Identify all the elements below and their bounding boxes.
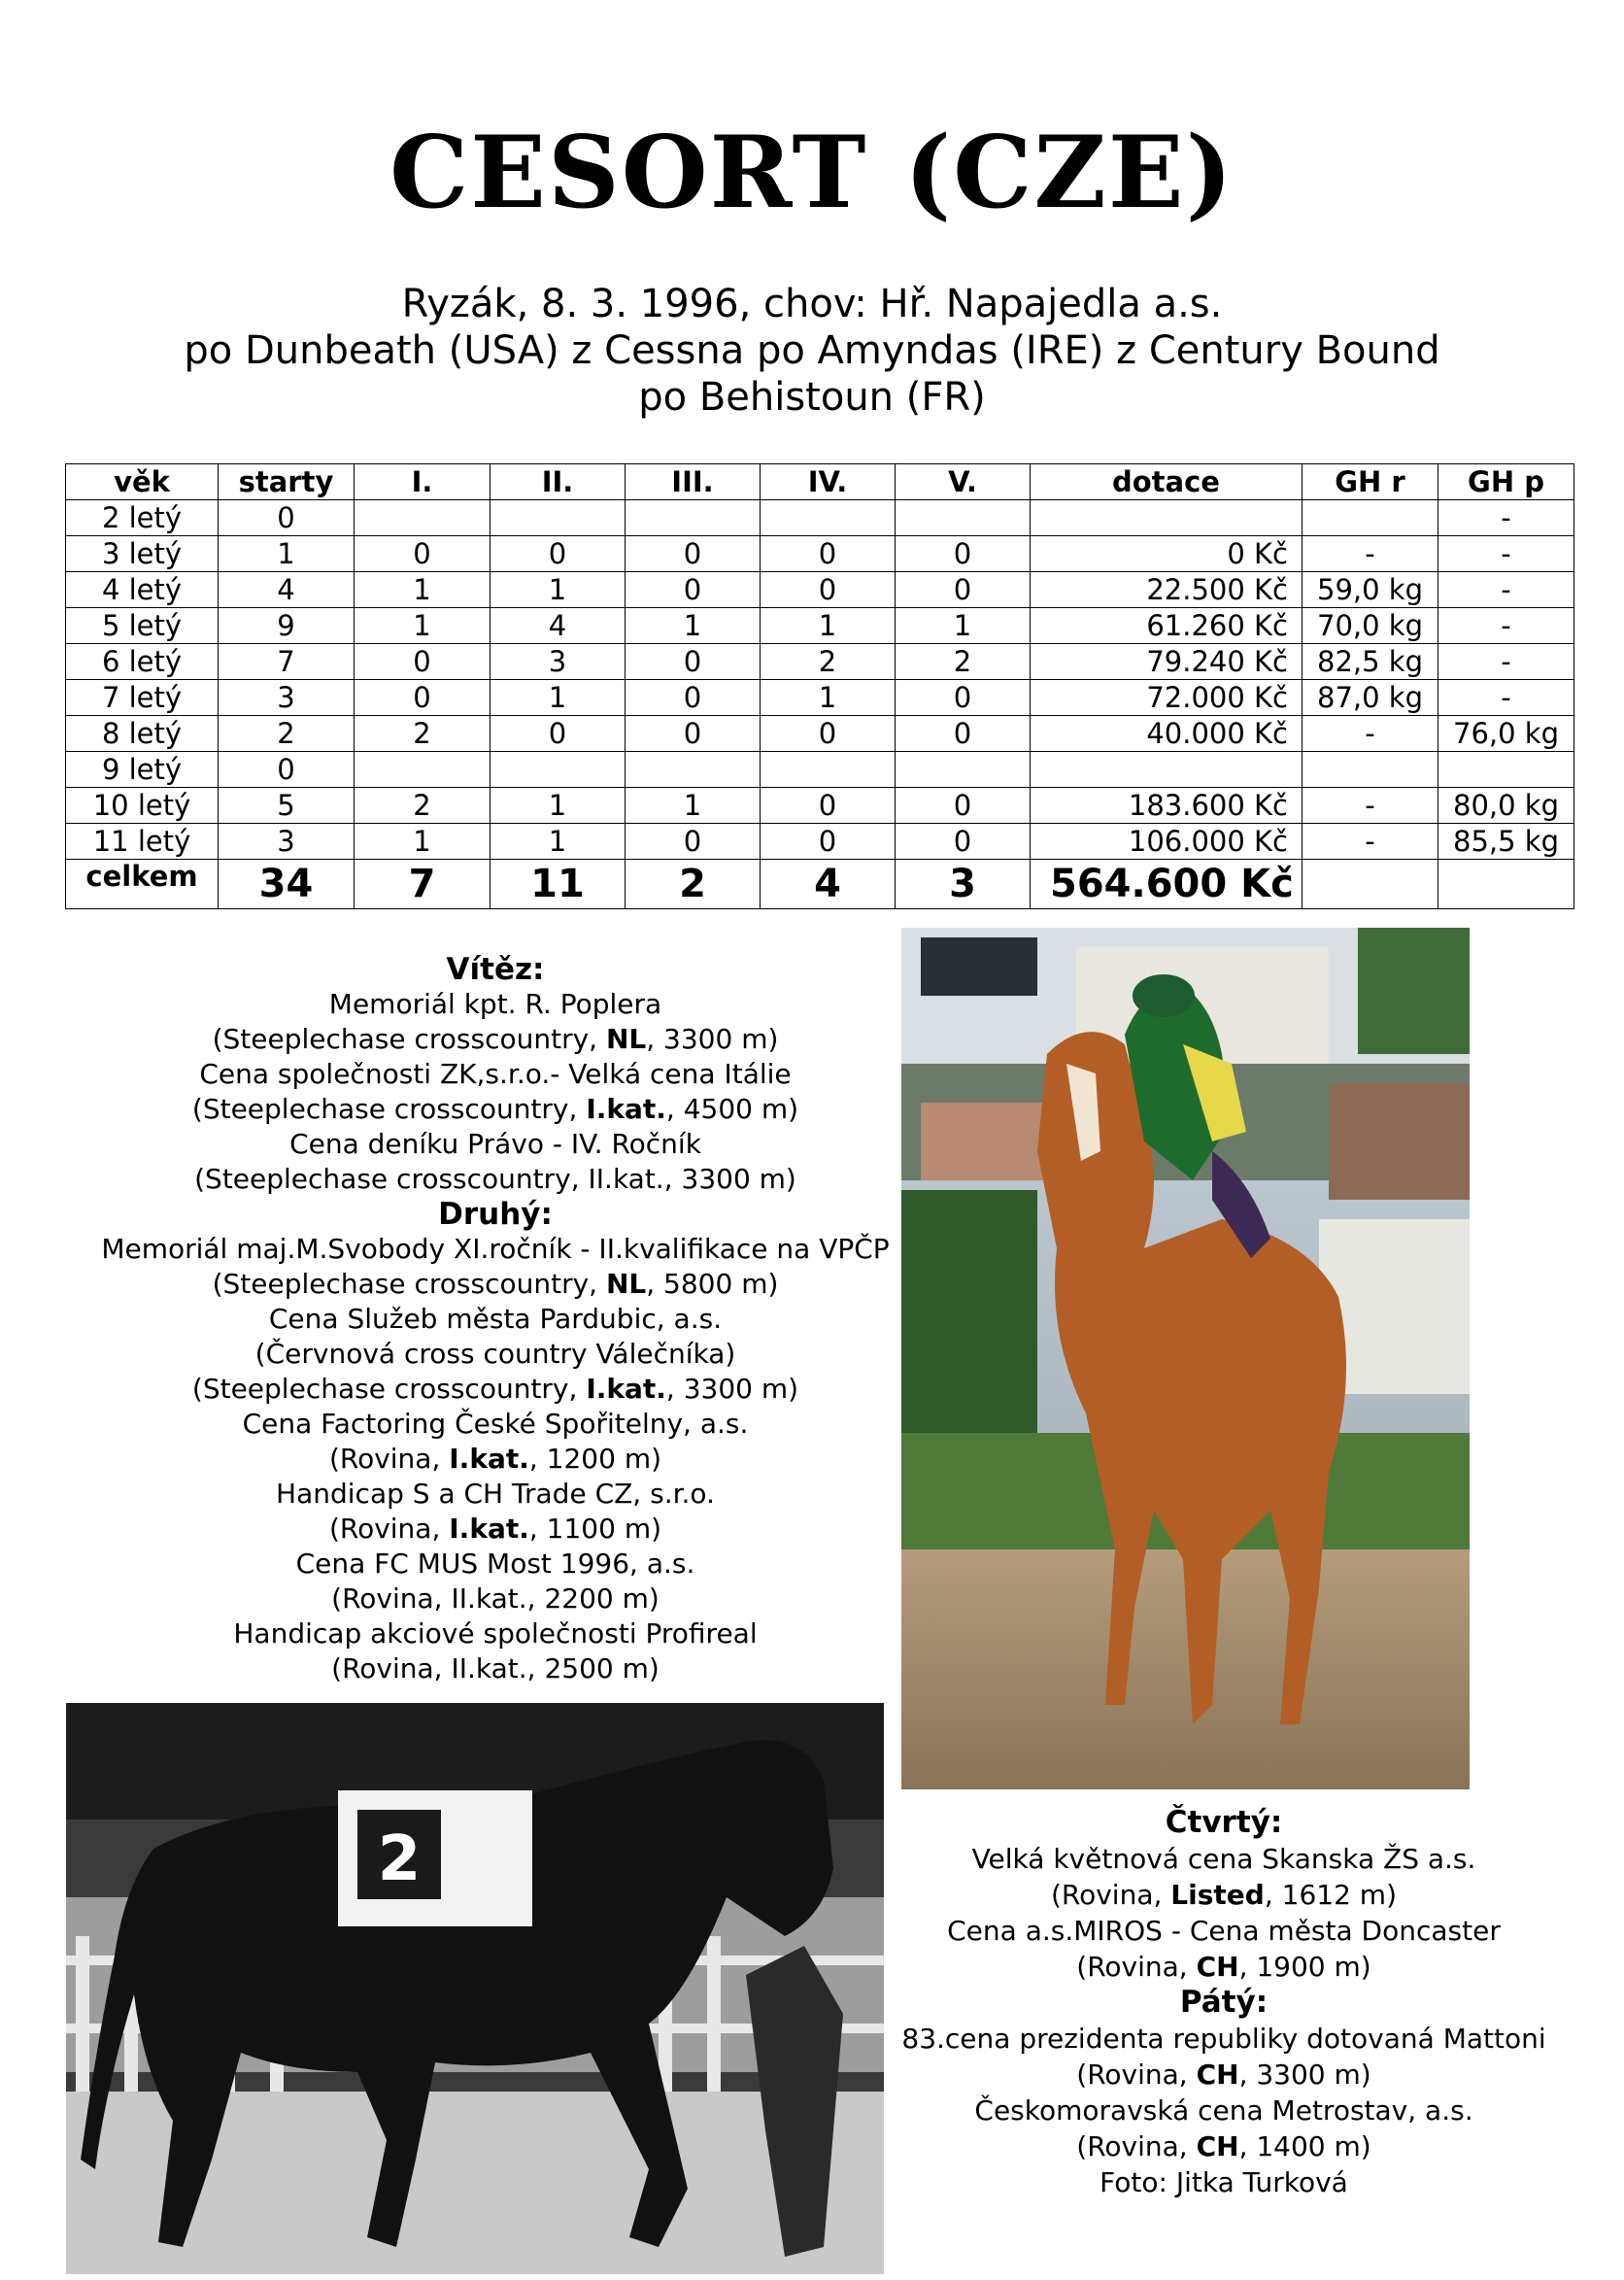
table-cell: 1 bbox=[491, 572, 626, 608]
race-detail: (Rovina, CH, 1400 m) bbox=[1076, 2130, 1371, 2162]
table-header-row bbox=[66, 464, 1574, 500]
table-cell: 1 bbox=[355, 608, 491, 644]
table-cell: 4 bbox=[491, 608, 626, 644]
table-row bbox=[66, 608, 1574, 644]
second-place-heading: Druhý: bbox=[438, 1197, 553, 1232]
race-detail: (Rovina, I.kat., 1100 m) bbox=[328, 1513, 662, 1545]
race-name: Cena Služeb města Pardubic, a.s. bbox=[268, 1303, 723, 1335]
total-cell bbox=[1303, 860, 1438, 909]
table-cell: 3 bbox=[219, 680, 355, 716]
photo-horse-in-paddock bbox=[66, 1703, 884, 2274]
table-cell: 87,0 kg bbox=[1303, 680, 1438, 716]
race-name: Cena a.s.MIROS - Cena města Doncaster bbox=[947, 1915, 1501, 1947]
table-cell: 4 bbox=[219, 572, 355, 608]
table-cell: 2 bbox=[761, 644, 896, 680]
table-cell: - bbox=[1438, 536, 1574, 572]
total-cell: 7 bbox=[355, 860, 491, 909]
race-name: Cena FC MUS Most 1996, a.s. bbox=[295, 1548, 695, 1580]
race-name: Handicap S a CH Trade CZ, s.r.o. bbox=[276, 1478, 715, 1510]
race-name: Cena společnosti ZK,s.r.o.- Velká cena Itálie bbox=[199, 1058, 792, 1090]
table-cell: 79.240 Kč bbox=[1031, 644, 1303, 680]
table-cell bbox=[626, 500, 761, 536]
race-detail: (Steeplechase crosscountry, I.kat., 4500 m) bbox=[191, 1093, 799, 1125]
table-cell: 0 bbox=[626, 572, 761, 608]
table-cell: 0 bbox=[896, 536, 1031, 572]
total-cell: 2 bbox=[626, 860, 761, 909]
table-cell: 3 bbox=[491, 644, 626, 680]
table-cell: 1 bbox=[626, 788, 761, 824]
total-cell bbox=[1438, 860, 1574, 909]
table-cell: 9 bbox=[219, 608, 355, 644]
total-cell: 564.600 Kč bbox=[1031, 860, 1303, 909]
table-row bbox=[66, 680, 1574, 716]
table-cell: - bbox=[1438, 644, 1574, 680]
header-cell: III. bbox=[626, 464, 761, 500]
table-row bbox=[66, 752, 1574, 788]
table-cell bbox=[896, 752, 1031, 788]
photo-credit: Foto: Jitka Turková bbox=[1100, 2166, 1348, 2198]
race-detail: (Steeplechase crosscountry, NL, 3300 m) bbox=[212, 1023, 779, 1055]
table-cell: 8 letý bbox=[66, 716, 219, 752]
table-cell: 40.000 Kč bbox=[1031, 716, 1303, 752]
table-cell: 22.500 Kč bbox=[1031, 572, 1303, 608]
table-cell bbox=[1303, 752, 1438, 788]
table-cell bbox=[355, 752, 491, 788]
table-cell bbox=[1031, 500, 1303, 536]
saddle-number: 2 bbox=[377, 1823, 422, 1895]
table-cell: 5 letý bbox=[66, 608, 219, 644]
table-cell bbox=[355, 500, 491, 536]
table-row bbox=[66, 788, 1574, 824]
table-row bbox=[66, 716, 1574, 752]
table-cell: 0 bbox=[761, 572, 896, 608]
table-row bbox=[66, 824, 1574, 860]
total-cell: celkem bbox=[66, 860, 219, 909]
table-cell: 6 letý bbox=[66, 644, 219, 680]
table-row bbox=[66, 536, 1574, 572]
table-cell: 0 bbox=[761, 824, 896, 860]
winner-heading: Vítěz: bbox=[446, 952, 545, 987]
table-cell bbox=[761, 500, 896, 536]
table-cell: 0 bbox=[626, 716, 761, 752]
race-detail: (Rovina, CH, 1900 m) bbox=[1076, 1951, 1371, 1983]
total-cell: 34 bbox=[219, 860, 355, 909]
table-cell: 0 bbox=[761, 716, 896, 752]
race-name: Memoriál maj.M.Svobody XI.ročník - II.kvalifikace na VPČP bbox=[101, 1233, 890, 1265]
race-detail: (Rovina, II.kat., 2500 m) bbox=[331, 1652, 660, 1684]
table-cell: 1 bbox=[491, 824, 626, 860]
header-cell: věk bbox=[66, 464, 219, 500]
header-cell: II. bbox=[491, 464, 626, 500]
table-cell: 9 letý bbox=[66, 752, 219, 788]
table-cell: 0 bbox=[896, 572, 1031, 608]
table-cell: 0 bbox=[355, 644, 491, 680]
race-detail: (Steeplechase crosscountry, II.kat., 3300 m) bbox=[194, 1163, 796, 1195]
table-cell bbox=[1031, 752, 1303, 788]
table-cell: 0 bbox=[761, 536, 896, 572]
table-cell: - bbox=[1303, 788, 1438, 824]
table-body bbox=[66, 500, 1574, 860]
table-cell: 0 bbox=[219, 752, 355, 788]
page-title: CESORT (CZE) bbox=[389, 115, 1235, 231]
total-cell: 11 bbox=[491, 860, 626, 909]
table-cell: 0 bbox=[626, 824, 761, 860]
table-cell: 0 bbox=[626, 644, 761, 680]
fourth-place-heading: Čtvrtý: bbox=[1165, 1805, 1283, 1840]
table-cell: 2 bbox=[896, 644, 1031, 680]
table-cell: 61.260 Kč bbox=[1031, 608, 1303, 644]
table-cell bbox=[626, 752, 761, 788]
table-cell: 72.000 Kč bbox=[1031, 680, 1303, 716]
wins-and-places-list bbox=[97, 952, 894, 1686]
table-cell: 59,0 kg bbox=[1303, 572, 1438, 608]
table-row bbox=[66, 644, 1574, 680]
header-cell: V. bbox=[896, 464, 1031, 500]
table-cell bbox=[1303, 500, 1438, 536]
race-detail: (Rovina, I.kat., 1200 m) bbox=[328, 1443, 662, 1475]
fourth-fifth-places-list bbox=[894, 1805, 1554, 2200]
header-cell: I. bbox=[355, 464, 491, 500]
table-row bbox=[66, 572, 1574, 608]
race-name: Cena deníku Právo - IV. Ročník bbox=[289, 1128, 701, 1160]
pedigree-line: po Dunbeath (USA) z Cessna po Amyndas (IRE) z Century Bound bbox=[184, 328, 1440, 373]
table-cell: 0 bbox=[896, 824, 1031, 860]
race-detail: (Rovina, Listed, 1612 m) bbox=[1050, 1879, 1397, 1911]
horse-description: Ryzák, 8. 3. 1996, chov: Hř. Napajedla a.s. bbox=[401, 282, 1223, 326]
table-cell: 7 letý bbox=[66, 680, 219, 716]
total-cell: 4 bbox=[761, 860, 896, 909]
table-cell bbox=[896, 500, 1031, 536]
table-cell: 1 bbox=[355, 824, 491, 860]
pedigree-line-2: po Behistoun (FR) bbox=[638, 375, 986, 420]
table-cell: 2 bbox=[355, 788, 491, 824]
table-cell: 3 bbox=[219, 824, 355, 860]
table-cell: 0 bbox=[896, 716, 1031, 752]
race-name: Velká květnová cena Skanska ŽS a.s. bbox=[971, 1843, 1476, 1875]
table-cell bbox=[491, 500, 626, 536]
total-row bbox=[66, 860, 1574, 909]
table-cell: 0 bbox=[491, 716, 626, 752]
table-cell: 0 bbox=[896, 788, 1031, 824]
table-cell: 2 letý bbox=[66, 500, 219, 536]
race-detail: (Rovina, CH, 3300 m) bbox=[1076, 2059, 1371, 2091]
header-cell: GH r bbox=[1303, 464, 1438, 500]
race-detail: (Rovina, II.kat., 2200 m) bbox=[331, 1582, 660, 1615]
table-cell: 4 letý bbox=[66, 572, 219, 608]
table-cell: 106.000 Kč bbox=[1031, 824, 1303, 860]
table-cell: 1 bbox=[491, 680, 626, 716]
race-detail: (Steeplechase crosscountry, I.kat., 3300 m) bbox=[191, 1373, 799, 1405]
table-cell: - bbox=[1303, 824, 1438, 860]
table-cell: 183.600 Kč bbox=[1031, 788, 1303, 824]
table-cell: 82,5 kg bbox=[1303, 644, 1438, 680]
table-row bbox=[66, 500, 1574, 536]
table-cell: 1 bbox=[219, 536, 355, 572]
table-cell bbox=[491, 752, 626, 788]
table-cell: 1 bbox=[896, 608, 1031, 644]
table-cell: 0 bbox=[355, 680, 491, 716]
total-cell: 3 bbox=[896, 860, 1031, 909]
table-cell: - bbox=[1303, 536, 1438, 572]
table-cell bbox=[1438, 752, 1574, 788]
table-cell: 80,0 kg bbox=[1438, 788, 1574, 824]
table-cell: 1 bbox=[761, 608, 896, 644]
table-cell: 10 letý bbox=[66, 788, 219, 824]
table-cell: 0 bbox=[761, 788, 896, 824]
table-cell: - bbox=[1438, 680, 1574, 716]
table-cell: 2 bbox=[355, 716, 491, 752]
table-cell: 70,0 kg bbox=[1303, 608, 1438, 644]
table-cell: 1 bbox=[491, 788, 626, 824]
race-name: 83.cena prezidenta republiky dotovaná Mattoni bbox=[901, 2023, 1546, 2055]
table-cell: - bbox=[1438, 608, 1574, 644]
table-cell: 1 bbox=[761, 680, 896, 716]
racing-photo-jockey-on-chestnut bbox=[901, 928, 1470, 1789]
race-detail: (Steeplechase crosscountry, NL, 5800 m) bbox=[212, 1268, 779, 1300]
header-cell: dotace bbox=[1031, 464, 1303, 500]
table-cell: 0 bbox=[896, 680, 1031, 716]
table-cell: - bbox=[1438, 500, 1574, 536]
table-cell: 2 bbox=[219, 716, 355, 752]
header-cell: GH p bbox=[1438, 464, 1574, 500]
table-cell: - bbox=[1438, 572, 1574, 608]
table-cell: 7 bbox=[219, 644, 355, 680]
career-stats-table bbox=[65, 463, 1574, 909]
race-name: Cena Factoring České Spořitelny, a.s. bbox=[242, 1408, 749, 1440]
table-cell: 5 bbox=[219, 788, 355, 824]
table-cell: 11 letý bbox=[66, 824, 219, 860]
table-cell: 1 bbox=[626, 608, 761, 644]
table-cell: 0 bbox=[491, 536, 626, 572]
table-cell: 76,0 kg bbox=[1438, 716, 1574, 752]
table-cell: - bbox=[1303, 716, 1438, 752]
race-name: Memoriál kpt. R. Poplera bbox=[328, 988, 662, 1020]
header-cell: starty bbox=[219, 464, 355, 500]
race-name: Českomoravská cena Metrostav, a.s. bbox=[974, 2094, 1473, 2127]
table-cell: 0 Kč bbox=[1031, 536, 1303, 572]
race-name: Handicap akciové společnosti Profireal bbox=[233, 1617, 758, 1650]
table-cell bbox=[761, 752, 896, 788]
table-cell: 0 bbox=[626, 536, 761, 572]
fifth-place-heading: Pátý: bbox=[1179, 1985, 1269, 2020]
table-cell: 85,5 kg bbox=[1438, 824, 1574, 860]
header-cell: IV. bbox=[761, 464, 896, 500]
table-cell: 0 bbox=[626, 680, 761, 716]
table-cell: 0 bbox=[219, 500, 355, 536]
table-cell: 0 bbox=[355, 536, 491, 572]
table-cell: 3 letý bbox=[66, 536, 219, 572]
table-cell: 1 bbox=[355, 572, 491, 608]
race-name: (Červnová cross country Válečníka) bbox=[254, 1338, 736, 1370]
